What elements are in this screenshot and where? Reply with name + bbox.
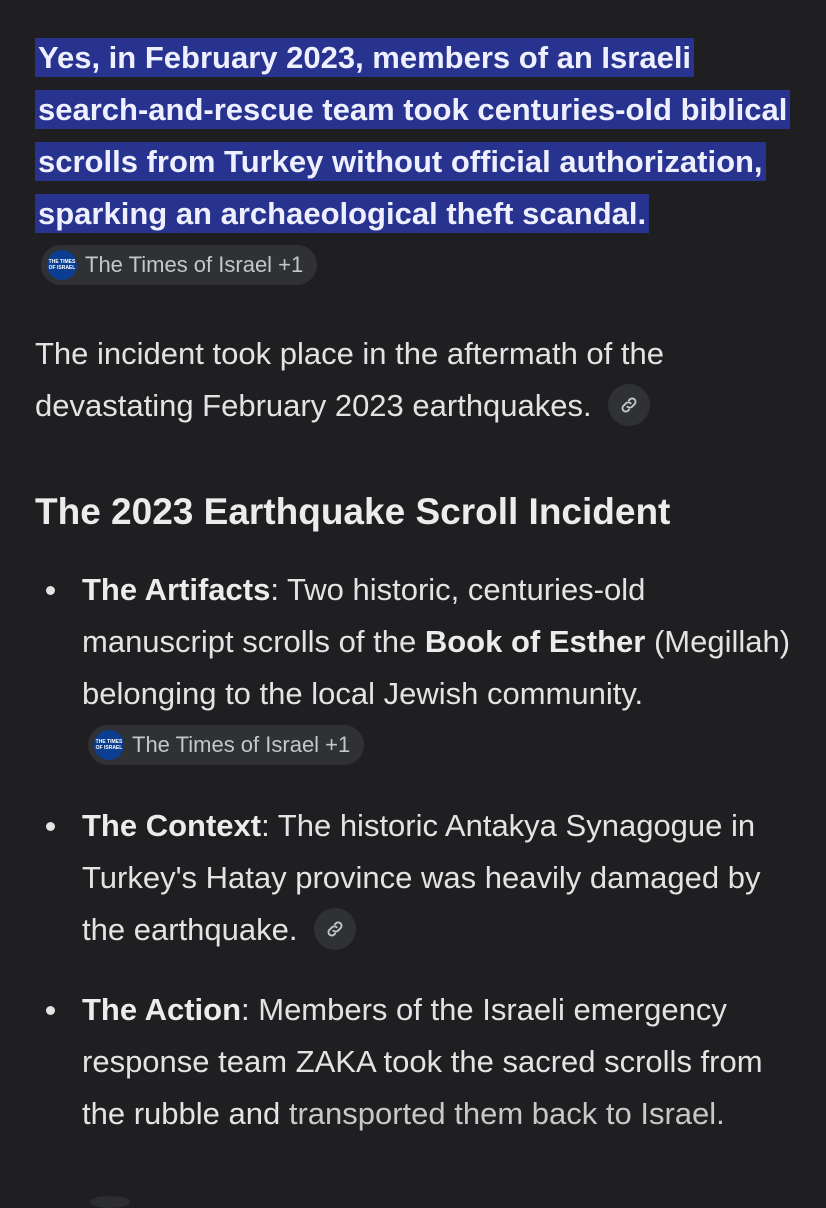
bullet-text-faded: transported them back to Israel. — [288, 1096, 725, 1131]
bullet-text-after: (Megillah) belonging to the local Jewish community. — [82, 624, 791, 711]
link-icon — [619, 395, 639, 415]
response-content — [35, 32, 805, 1168]
times-of-israel-logo-icon — [94, 730, 124, 760]
source-chip-artifacts[interactable] — [88, 725, 364, 765]
list-item-context — [35, 800, 805, 956]
list-item-artifacts — [35, 564, 805, 772]
answer-lead — [35, 32, 805, 292]
incident-bullet-list — [35, 564, 805, 1140]
bullet-text: : The historic Antakya Synagogue in Turkey's Hatay province was heavily damaged by the earthquake. — [82, 808, 761, 947]
link-chip[interactable] — [608, 384, 650, 426]
partial-chip-cutoff — [90, 1196, 130, 1208]
link-chip[interactable] — [314, 908, 356, 950]
section-heading: The 2023 Earthquake Scroll Incident — [35, 491, 671, 532]
bullet-term: The Context — [82, 808, 262, 843]
times-of-israel-logo-icon — [47, 250, 77, 280]
link-icon — [325, 919, 345, 939]
logo-text-line-2: OF ISRAEL — [48, 264, 76, 271]
bullet-bold-text: Book of Esther — [424, 624, 646, 659]
source-chip-lead[interactable] — [41, 245, 317, 285]
context-paragraph-text: The incident took place in the aftermath of the devastating February 2023 earthquakes. — [35, 336, 664, 423]
logo-text-line-2: OF ISRAEL — [95, 744, 123, 751]
source-chip-label: The Times of Israel +1 — [85, 251, 304, 277]
source-chip-label: The Times of Israel +1 — [132, 731, 351, 757]
logo-text-line-1: THE TIMES — [95, 738, 123, 745]
logo-text-line-1: THE TIMES — [48, 258, 76, 265]
context-paragraph — [35, 328, 805, 432]
bullet-text: : Members of the Israeli emergency response team ZAKA took the sacred scrolls from the rubble and — [82, 992, 763, 1131]
bullet-text: : Two historic, centuries-old manuscript scrolls of the — [82, 572, 646, 659]
list-item-action — [35, 984, 805, 1140]
highlighted-lead-text: Yes, in February 2023, members of an Israeli search-and-rescue team took centuries-old biblical scrolls from Turkey without official authorization, sparking an archaeological theft scandal. — [35, 38, 790, 233]
bullet-term: The Action — [82, 992, 242, 1027]
bullet-term: The Artifacts — [82, 572, 271, 607]
